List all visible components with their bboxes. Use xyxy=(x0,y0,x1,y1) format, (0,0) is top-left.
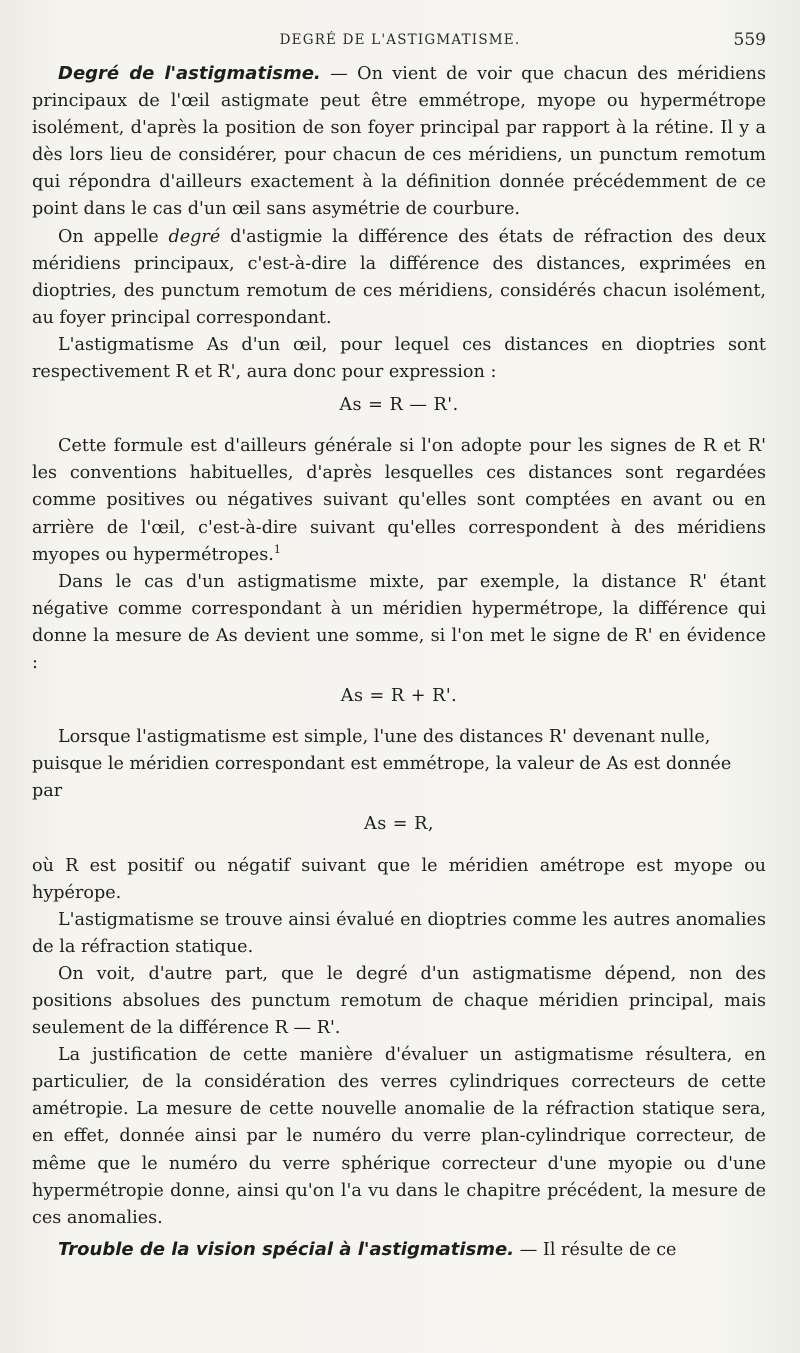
paragraph-expression: L'astigmatisme As d'un œil, pour lequel ces distances en dioptries sont respectivement R et R', aura donc pour expression : xyxy=(32,334,766,383)
emphasis-degre: degré xyxy=(168,226,221,247)
equation-as-sum xyxy=(32,683,766,710)
paragraph-definition xyxy=(32,224,766,332)
footnote-reference: 1 xyxy=(273,542,281,556)
section-title-degre: Degré de l'astigmatisme. xyxy=(58,63,321,84)
paragraph-justification: La justification de cette manière d'évaluer un astigmatisme résultera, en particulier, de la considération des verres cylindriques correcteurs de cette amétropie. La mesure de cette nouvelle anomalie de la réfraction statique sera, en effet, donnée ainsi par le numéro du verre plan-cylindrique correcteur, de même que le numéro du verre sphérique correcteur d'une myopie ou d'une hypermétropie donne, ainsi qu'on l'a vu dans le chapitre précédent, la mesure de ces anomalies. xyxy=(32,1045,766,1228)
paragraph-dioptries: L'astigmatisme se trouve ainsi évalué en dioptries comme les autres anomalies de la réfraction statique. xyxy=(32,909,766,957)
equation-text: As = R, xyxy=(363,814,434,835)
paragraph-general-formula xyxy=(32,433,766,568)
section-title-trouble: Trouble de la vision spécial à l'astigmatisme. xyxy=(58,1238,515,1260)
equation-as-difference xyxy=(32,392,766,419)
paragraph-text: — On vient de voir que chacun des méridiens principaux de l'œil astigmate peut être emmétrope, myope ou hypermétrope isolément, d'après la position de son foyer principal par rapport à la rétine. Il y a dès lors lieu de considérer, pour chacun de ces méridiens, un punctum remotum qui répondra d'ailleurs exactement à la définition donnée précédemment de ce point dans le cas d'un œil sans asymétrie de courbure. xyxy=(32,64,766,220)
paragraph-difference: On voit, d'autre part, que le degré d'un astigmatisme dépend, non des positions absolues des punctum remotum de chaque méridien principal, mais seulement de la différence R — R'. xyxy=(32,963,766,1039)
paragraph-trouble-intro xyxy=(32,1236,766,1264)
page-header xyxy=(0,26,800,54)
equation-text: As = R + R'. xyxy=(340,686,458,707)
running-head: DEGRÉ DE L'ASTIGMATISME. xyxy=(279,32,521,48)
paragraph-degre-intro xyxy=(32,60,766,224)
equation-as-r xyxy=(32,811,766,838)
paragraph-r-sign: où R est positif ou négatif suivant que le méridien amétrope est myope ou hypérope. xyxy=(32,855,766,903)
paragraph-mixed-astigmatism: Dans le cas d'un astigmatisme mixte, par exemple, la distance R' étant négative comme correspondant à un méridien hypermétrope, la différence qui donne la mesure de As devient une somme, si l'on met le signe de R' en évidence : xyxy=(32,571,766,673)
page-body xyxy=(32,60,766,1264)
paragraph-simple-astigmatism: Lorsque l'astigmatisme est simple, l'une des distances R' devenant nulle, puisque le méridien correspondant est emmétrope, la valeur de As est donnée par xyxy=(32,727,732,802)
paragraph-text: On appelle xyxy=(58,226,169,247)
equation-text: As = R — R'. xyxy=(339,395,459,416)
paragraph-text: Cette formule est d'ailleurs générale si l'on adopte pour les signes de R et R' les conventions habituelles, d'après lesquelles ces distances sont regardées comme positives ou négatives suivant qu'elles sont comptées en avant ou en arrière de l'œil, c'est-à-dire suivant qu'elles correspondent à des méridiens myopes ou hypermétropes. xyxy=(32,436,766,565)
paragraph-text: — Il résulte de ce xyxy=(514,1239,677,1260)
paragraph-text: d'astigmie la différence des états de réfraction des deux méridiens principaux, c'est-à-dire la différence des distances, exprimées en dioptries, des punctum remotum de ces méridiens, considérés chacun isolément, au foyer principal correspondant. xyxy=(32,226,766,328)
page-number: 559 xyxy=(733,30,766,50)
